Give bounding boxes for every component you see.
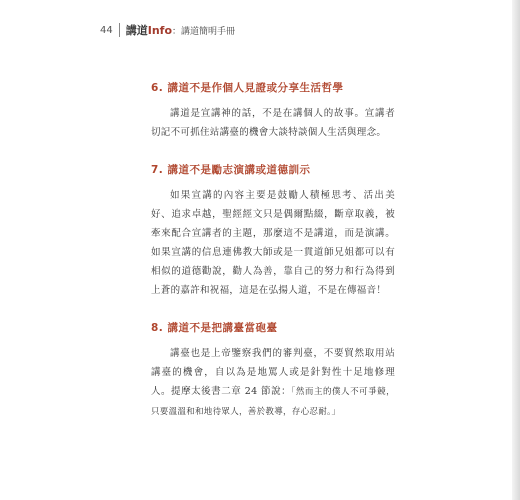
section-paragraph: 如果宣講的內容主要是鼓勵人積極思考、活出美好、追求卓越，聖經經文只是偶爾點綴，斷章取義，被牽來配合宣講者的主題，那麼這不是講道，而是演講。如果宣講的信息連佛教大師或是一貫道師兄姐都可以有相似的道德勸說，勸人為善，靠自己的努力和行為得到上蒼的嘉許和祝福，這是在弘揚人道，不是在傳福音！	[151, 190, 395, 296]
section-heading: 6. 講道不是作個人見證或分享生活哲學	[151, 82, 344, 94]
header-divider	[119, 23, 120, 37]
book-title-prefix: 講道	[125, 24, 148, 37]
section-8	[151, 320, 395, 422]
section-paragraph-text: 講臺也是上帝鑒察我們的審判臺，不要貿然取用站講臺的機會，自以為是地罵人或是針對性十足地修理人。提摩太後書二章 24 節說：	[151, 348, 395, 397]
section-paragraph: 講道是宣講神的話，不是在講個人的故事。宣講者切記不可抓住站講臺的機會大談特談個人生活與理念。	[151, 108, 395, 138]
book-title	[126, 22, 235, 38]
section-7	[151, 162, 395, 300]
section-heading: 7. 講道不是勵志演講或道德訓示	[151, 164, 311, 176]
book-title-suffix: ：講道簡明手冊	[172, 27, 236, 37]
page-edge	[512, 0, 520, 500]
running-header	[100, 22, 235, 38]
section-paragraph	[151, 344, 395, 422]
page-number: 44	[100, 24, 113, 36]
scripture-quote: 「然而主的僕人不可爭競，只要溫溫和和地待眾人，善於教導，存心忍耐。」	[151, 387, 395, 417]
section-heading: 8. 講道不是把講臺當砲臺	[151, 322, 278, 334]
book-title-info: Info	[147, 24, 173, 37]
section-6	[151, 80, 395, 142]
page-content	[151, 80, 395, 442]
